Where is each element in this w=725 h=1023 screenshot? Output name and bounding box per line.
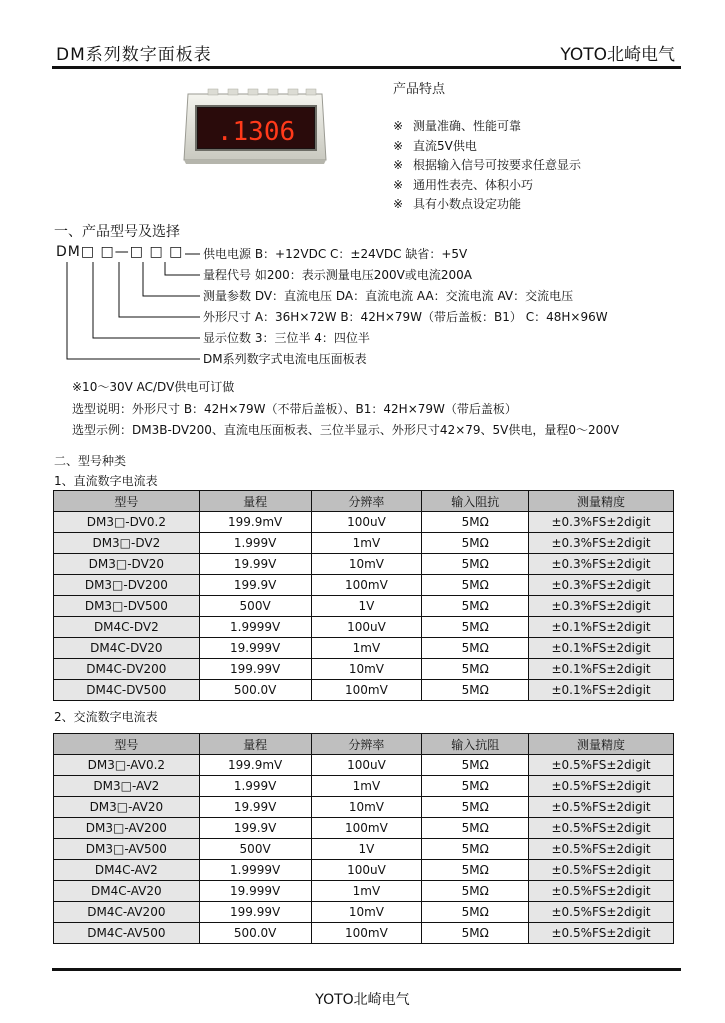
selection-item: 显示位数 3：三位半 4：四位半 [203,331,370,345]
table-row: DM4C-DV20 19.999V 1mV 5MΩ ±0.1%FS±2digit [54,638,674,659]
column-header: 量程 [199,491,311,512]
table-row: DM3□-AV20 19.99V 10mV 5MΩ ±0.5%FS±2digit [54,797,674,818]
selection-item: 测量参数 DV：直流电压 DA：直流电流 AA：交流电流 AV：交流电压 [203,289,574,303]
product-photo [182,88,328,166]
table-row: DM3□-DV0.2 199.9mV 100uV 5MΩ ±0.3%FS±2digit [54,512,674,533]
list-item: ※ 测量准确、性能可靠 [393,119,522,133]
list-item: ※ 具有小数点设定功能 [393,197,522,211]
table-header-row [54,734,674,755]
header-divider [52,66,681,69]
table-header-row [54,491,674,512]
features-title: 产品特点 [393,82,446,97]
table-row: DM3□-DV200 199.9V 100mV 5MΩ ±0.3%FS±2digit [54,575,674,596]
table-row: DM3□-AV2 1.999V 1mV 5MΩ ±0.5%FS±2digit [54,776,674,797]
footer-brand: YOTO北崎电气 [315,992,410,1008]
table-row: DM4C-AV500 500.0V 100mV 5MΩ ±0.5%FS±2digit [54,923,674,944]
selection-item: 供电电源 B：+12VDC C：±24VDC 缺省：+5V [203,247,468,261]
table-title-ac: 2、交流数字电流表 [54,710,158,724]
list-item: ※ 直流5V供电 [393,138,477,153]
meter-readout: .1306 [216,117,296,147]
column-header: 分辨率 [311,491,422,512]
column-header: 量程 [199,734,311,755]
column-header: 型号 [54,491,200,512]
header-brand: YOTO北崎电气 [560,45,675,65]
list-item: ※ 根据输入信号可按要求任意显示 [393,158,582,172]
selection-item: 量程代号 如200：表示测量电压200V或电流200A [203,268,472,282]
column-header: 测量精度 [529,734,674,755]
dc-spec-table [53,490,674,701]
selection-item: DM系列数字式电流电压面板表 [203,352,367,366]
list-item: ※ 通用性表壳、体积小巧 [393,177,534,192]
table-row: DM3□-DV500 500V 1V 5MΩ ±0.3%FS±2digit [54,596,674,617]
table-row: DM3□-AV0.2 199.9mV 100uV 5MΩ ±0.5%FS±2digit [54,755,674,776]
note-selection-example: 选型示例：DM3B-DV200、直流电压面板表、三位半显示、外形尺寸42×79、5V供电，量程0～200V [72,423,620,437]
features-list [393,117,581,215]
table-row: DM4C-AV200 199.99V 10mV 5MΩ ±0.5%FS±2digit [54,902,674,923]
ac-spec-table [53,733,674,944]
table-title-dc: 1、直流数字电流表 [54,474,158,488]
table-row: DM4C-AV20 19.999V 1mV 5MΩ ±0.5%FS±2digit [54,881,674,902]
table-row: DM4C-DV2 1.9999V 100uV 5MΩ ±0.1%FS±2digit [54,617,674,638]
table-row: DM4C-DV200 199.99V 10mV 5MΩ ±0.1%FS±2digit [54,659,674,680]
section-title: 一、产品型号及选择 [54,224,180,240]
note-selection-explanation: 选型说明：外形尺寸 B：42H×79W（不带后盖板）、B1：42H×79W（带后盖板） [72,402,517,416]
column-header: 输入阻抗 [422,491,529,512]
column-header: 型号 [54,734,200,755]
table-row: DM3□-AV500 500V 1V 5MΩ ±0.5%FS±2digit [54,839,674,860]
page-title: DM系列数字面板表 [56,45,212,65]
selection-item: 外形尺寸 A：36H×72W B：42H×79W（带后盖板：B1） C：48H×96W [203,310,608,324]
table-row: DM3□-DV20 19.99V 10mV 5MΩ ±0.3%FS±2digit [54,554,674,575]
column-header: 输入抗阻 [422,734,529,755]
table-row: DM3□-AV200 199.9V 100mV 5MΩ ±0.5%FS±2digit [54,818,674,839]
note-custom-supply: ※10～30V AC/DV供电可订做 [72,380,235,394]
column-header: 分辨率 [311,734,422,755]
section-title: 二、型号种类 [54,454,127,468]
table-row: DM3□-DV2 1.999V 1mV 5MΩ ±0.3%FS±2digit [54,533,674,554]
column-header: 测量精度 [529,491,674,512]
table-row: DM4C-DV500 500.0V 100mV 5MΩ ±0.1%FS±2digit [54,680,674,701]
model-code: DM□ □—□ □ □ [56,244,184,260]
table-row: DM4C-AV2 1.9999V 100uV 5MΩ ±0.5%FS±2digit [54,860,674,881]
footer-divider [52,968,681,971]
